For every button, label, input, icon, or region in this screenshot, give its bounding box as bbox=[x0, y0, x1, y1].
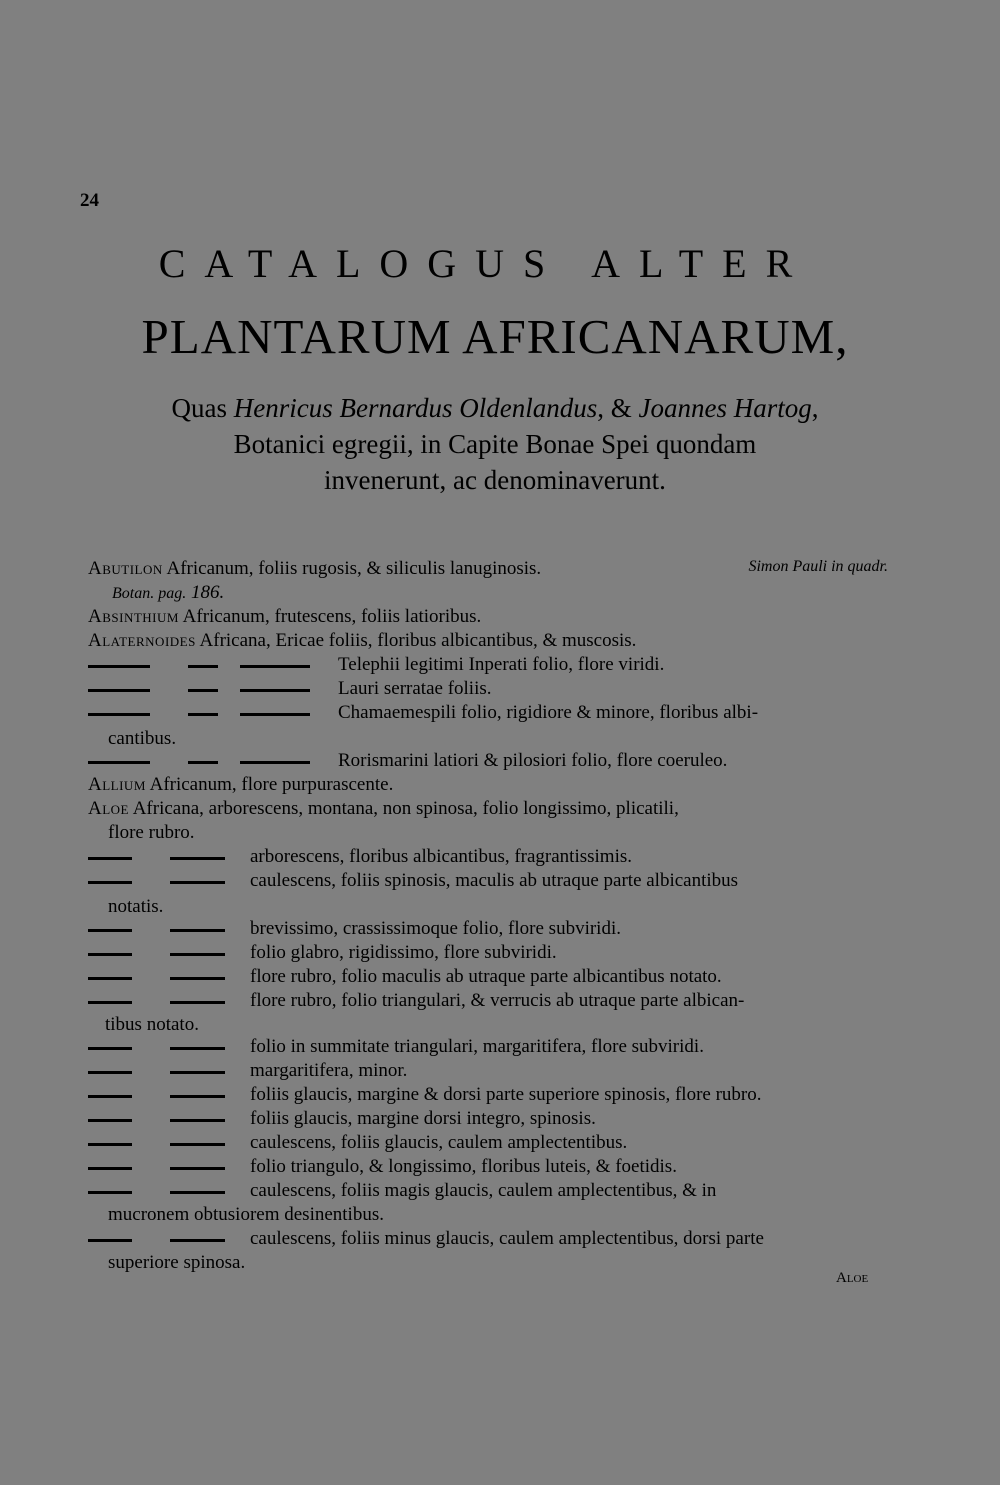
entry-text: superiore spinosa. bbox=[108, 1252, 246, 1273]
ditto-dash bbox=[170, 1143, 225, 1146]
entry-aloe-14-cont bbox=[108, 1252, 908, 1276]
ditto-dash bbox=[88, 1119, 132, 1122]
entry-text: cantibus. bbox=[108, 728, 177, 749]
entry-aloe-6 bbox=[88, 990, 888, 1014]
entry-aloe-8 bbox=[88, 1060, 888, 1084]
ditto-dash bbox=[170, 1001, 225, 1004]
ditto-dash bbox=[170, 881, 225, 884]
entry-text: Africanum, foliis rugosis, & siliculis lanuginosis. bbox=[166, 558, 542, 579]
entry-abutilon bbox=[88, 558, 888, 582]
ditto-dash bbox=[170, 1239, 225, 1242]
entry-alaternoides-3-cont bbox=[108, 728, 908, 752]
entry-text: Chamaemespili folio, rigidiore & minore, floribus albi- bbox=[338, 702, 759, 723]
entry-text: margaritifera, minor. bbox=[250, 1060, 408, 1081]
entry-head: Abutilon bbox=[88, 558, 163, 579]
title-line-1: CATALOGUS ALTER bbox=[158, 241, 812, 286]
page-number: 24 bbox=[80, 190, 99, 211]
entry-text: flore rubro, folio triangulari, & verrucis ab utraque parte albican- bbox=[250, 990, 745, 1011]
entry-text: foliis glaucis, margine & dorsi parte superiore spinosis, flore rubro. bbox=[250, 1084, 762, 1105]
ditto-dash bbox=[88, 953, 132, 956]
entry-aloe-14 bbox=[88, 1228, 888, 1252]
subtitle-comma: , bbox=[811, 393, 819, 423]
author-hartog: Joannes Hartog bbox=[638, 393, 812, 423]
entry-text: Telephii legitimi Inperati folio, flore viridi. bbox=[338, 654, 665, 675]
entry-text: Africanum, frutescens, foliis latioribus. bbox=[182, 606, 482, 627]
entry-aloe-13 bbox=[88, 1180, 888, 1204]
ditto-dash bbox=[88, 1071, 132, 1074]
ditto-dash bbox=[88, 1143, 132, 1146]
entry-allium bbox=[88, 774, 888, 798]
entry-absinthium bbox=[88, 606, 888, 630]
entry-aloe-cont bbox=[108, 822, 908, 846]
ditto-dash bbox=[88, 1047, 132, 1050]
ditto-dash bbox=[88, 857, 132, 860]
entry-page: 186. bbox=[190, 582, 225, 603]
subtitle-quas: Quas bbox=[171, 393, 227, 423]
entry-text: caulescens, foliis spinosis, maculis ab utraque parte albicantibus bbox=[250, 870, 739, 891]
entry-alaternoides-2 bbox=[88, 678, 888, 702]
entry-head: Allium bbox=[88, 774, 146, 795]
ditto-dash bbox=[88, 689, 150, 692]
ditto-dash bbox=[170, 977, 225, 980]
entry-aloe-10 bbox=[88, 1108, 888, 1132]
ditto-dash bbox=[88, 1239, 132, 1242]
entry-aloe-2 bbox=[88, 870, 888, 894]
ditto-dash bbox=[170, 1191, 225, 1194]
entry-aloe-2-cont bbox=[108, 896, 908, 920]
ditto-dash bbox=[88, 761, 150, 764]
entry-text: brevissimo, crassissimoque folio, flore subviridi. bbox=[250, 918, 621, 939]
ditto-dash bbox=[170, 1095, 225, 1098]
entry-text: Africana, arborescens, montana, non spinosa, folio longissimo, plicatili, bbox=[132, 798, 679, 819]
author-oldenland: Henricus Bernardus Oldenlandus bbox=[233, 393, 598, 423]
entry-aloe-4 bbox=[88, 942, 888, 966]
subtitle-amp: , & bbox=[597, 393, 639, 423]
ditto-dash bbox=[170, 1167, 225, 1170]
title-line-2: PLANTARUM AFRICANARUM, bbox=[141, 309, 849, 364]
ditto-dash bbox=[88, 713, 150, 716]
entry-text: caulescens, foliis glaucis, caulem amplectentibus. bbox=[250, 1132, 628, 1153]
ditto-dash bbox=[88, 1191, 132, 1194]
ditto-dash bbox=[88, 881, 132, 884]
entry-text: folio triangulo, & longissimo, floribus luteis, & foetidis. bbox=[250, 1156, 677, 1177]
entry-aloe bbox=[88, 798, 888, 822]
ditto-dash bbox=[188, 761, 218, 764]
entry-text: Rorismarini latiori & pilosiori folio, flore coeruleo. bbox=[338, 750, 728, 771]
entry-text: arborescens, floribus albicantibus, fragrantissimis. bbox=[250, 846, 633, 867]
ditto-dash bbox=[188, 713, 218, 716]
entry-abutilon-cont bbox=[112, 582, 912, 606]
entry-alaternoides bbox=[88, 630, 888, 654]
entry-aloe-5 bbox=[88, 966, 888, 990]
entry-aloe-12 bbox=[88, 1156, 888, 1180]
ditto-dash bbox=[170, 953, 225, 956]
entry-aloe-11 bbox=[88, 1132, 888, 1156]
entry-alaternoides-4 bbox=[88, 750, 888, 774]
ditto-dash bbox=[240, 713, 310, 716]
entry-reference: Simon Pauli in quadr. bbox=[748, 558, 888, 575]
ditto-dash bbox=[88, 929, 132, 932]
ditto-dash bbox=[170, 1071, 225, 1074]
entry-aloe-7 bbox=[88, 1036, 888, 1060]
ditto-dash bbox=[170, 1047, 225, 1050]
subtitle bbox=[0, 390, 990, 498]
subtitle-line-1 bbox=[0, 390, 990, 426]
subtitle-line-3: invenerunt, ac denominaverunt. bbox=[324, 465, 666, 495]
entry-text: tibus notato. bbox=[105, 1014, 199, 1035]
entry-aloe-1 bbox=[88, 846, 888, 870]
ditto-dash bbox=[240, 665, 310, 668]
ditto-dash bbox=[170, 1119, 225, 1122]
ditto-dash bbox=[240, 689, 310, 692]
ditto-dash bbox=[88, 665, 150, 668]
entry-text: folio glabro, rigidissimo, flore subviridi. bbox=[250, 942, 557, 963]
entry-text: Africanum, flore purpurascente. bbox=[149, 774, 394, 795]
ditto-dash bbox=[188, 689, 218, 692]
entry-text: Africana, Ericae foliis, floribus albicantibus, & muscosis. bbox=[199, 630, 637, 651]
ditto-dash bbox=[88, 1167, 132, 1170]
entry-head: Aloe bbox=[88, 798, 129, 819]
entry-head: Alaternoides bbox=[88, 630, 196, 651]
entry-reference: Botan. pag. bbox=[112, 585, 187, 602]
entry-text: foliis glaucis, margine dorsi integro, spinosis. bbox=[250, 1108, 596, 1129]
entry-text: folio in summitate triangulari, margaritifera, flore subviridi. bbox=[250, 1036, 704, 1057]
entry-aloe-6-cont bbox=[105, 1014, 905, 1038]
entry-aloe-9 bbox=[88, 1084, 888, 1108]
ditto-dash bbox=[88, 1001, 132, 1004]
entry-text: notatis. bbox=[108, 896, 164, 917]
entry-aloe-13-cont bbox=[108, 1204, 908, 1228]
entry-text: flore rubro. bbox=[108, 822, 195, 843]
entry-head: Absinthium bbox=[88, 606, 179, 627]
ditto-dash bbox=[88, 1095, 132, 1098]
entry-alaternoides-1 bbox=[88, 654, 888, 678]
ditto-dash bbox=[188, 665, 218, 668]
entry-text: flore rubro, folio maculis ab utraque parte albicantibus notato. bbox=[250, 966, 722, 987]
ditto-dash bbox=[170, 929, 225, 932]
entry-text: mucronem obtusiorem desinentibus. bbox=[108, 1204, 384, 1225]
entry-text: caulescens, foliis magis glaucis, caulem amplectentibus, & in bbox=[250, 1180, 717, 1201]
ditto-dash bbox=[170, 857, 225, 860]
subtitle-line-2: Botanici egregii, in Capite Bonae Spei quondam bbox=[233, 429, 757, 459]
catchword: Aloe bbox=[836, 1270, 869, 1286]
entry-text: Lauri serratae foliis. bbox=[338, 678, 492, 699]
entry-alaternoides-3 bbox=[88, 702, 888, 726]
entry-aloe-3 bbox=[88, 918, 888, 942]
ditto-dash bbox=[240, 761, 310, 764]
entry-text: caulescens, foliis minus glaucis, caulem amplectentibus, dorsi parte bbox=[250, 1228, 764, 1249]
ditto-dash bbox=[88, 977, 132, 980]
